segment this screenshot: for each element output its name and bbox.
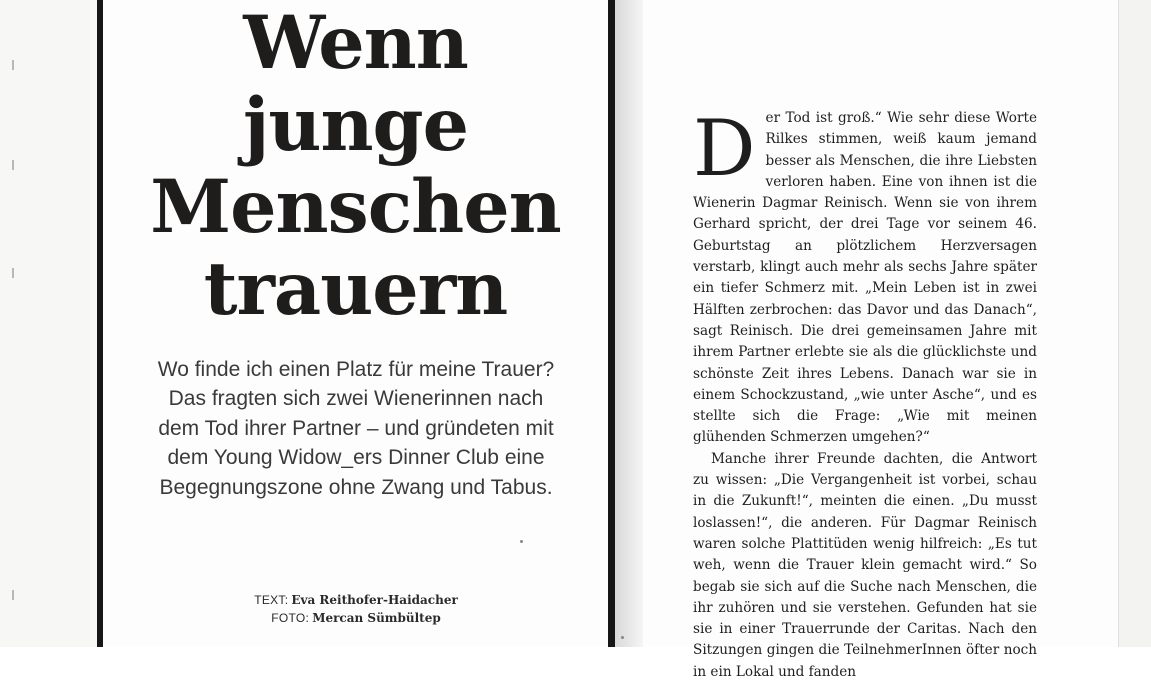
left-frame-border xyxy=(97,0,103,647)
text-credit-label: TEXT: xyxy=(254,593,289,607)
text-credit xyxy=(150,591,562,609)
headline-line: Menschen xyxy=(150,164,561,250)
right-page-edge xyxy=(1118,0,1151,647)
headline-line: Wenn xyxy=(243,0,468,86)
drop-cap: D xyxy=(693,104,756,194)
photo-credit-name: Mercan Sümbültep xyxy=(312,611,441,625)
article-body xyxy=(693,104,1037,683)
margin-mark xyxy=(12,590,14,600)
margin-mark xyxy=(12,60,14,70)
text-credit-name: Eva Reithofer-Haidacher xyxy=(291,593,458,607)
left-page-margin xyxy=(0,0,100,647)
scan-speck xyxy=(621,636,624,639)
margin-mark xyxy=(12,268,14,278)
photo-credit xyxy=(150,609,562,627)
headline-line: junge xyxy=(242,82,469,168)
margin-mark xyxy=(12,160,14,170)
article-lead: Wo finde ich einen Platz für meine Trauer? Das fragten sich zwei Wienerinnen nach dem Tod ihrer Partner – und gründeten mit dem Young Widow_ers Dinner Club eine Begegnungszone ohne Zwang und Tabus. xyxy=(157,358,555,499)
scan-speck xyxy=(520,540,523,543)
article-credits xyxy=(150,591,562,627)
article-paragraph xyxy=(693,104,1037,449)
page-gutter xyxy=(615,0,643,647)
article-paragraph: Manche ihrer Freunde dachten, die Antwort zu wissen: „Die Vergangenheit ist vorbei, schau in die Zukunft!“, meinten die einen. „Du musst loslassen!“, die anderen. Für Dagmar Reinisch waren solche Plattitüden wenig hilfreich: „Es tut weh, wenn die Trauer klein gemacht wird.“ So begab sie sich auf die Suche nach Menschen, die ihr zuhören und sie verstehen. Gefunden hat sie sie in einer Trauerrunde der Caritas. Nach den Sitzungen gingen die TeilnehmerInnen öfter noch in ein Lokal und fanden xyxy=(693,450,1037,680)
photo-credit-label: FOTO: xyxy=(271,611,310,625)
paragraph-text: er Tod ist groß.“ Wie sehr diese Worte Rilkes stimmen, weiß kaum jemand besser als Menschen, die ihre Liebsten verloren haben. Eine von ihnen ist die Wienerin Dagmar Reinisch. Wenn sie von ihrem Gerhard spricht, der drei Tage vor seinem 46. Geburtstag an plötzlichem Herzversagen verstarb, klingt auch mehr als sechs Jahre später ein tiefer Schmerz mit. „Mein Leben ist in zwei Hälften zerbrochen: das Davor und das Danach“, sagt Reinisch. Die drei gemeinsamen Jahre mit ihrem Partner erlebte sie als die glücklichste und schönste Zeit ihres Lebens. Danach war sie in einem Schockzustand, „wie unter Asche“, und es stellte sich die Frage: „Wie mit meinen glühenden Schmerzen umgehen?“ xyxy=(693,110,1037,446)
headline-line: trauern xyxy=(203,246,508,332)
right-frame-border xyxy=(608,0,615,647)
article-headline xyxy=(104,2,607,330)
